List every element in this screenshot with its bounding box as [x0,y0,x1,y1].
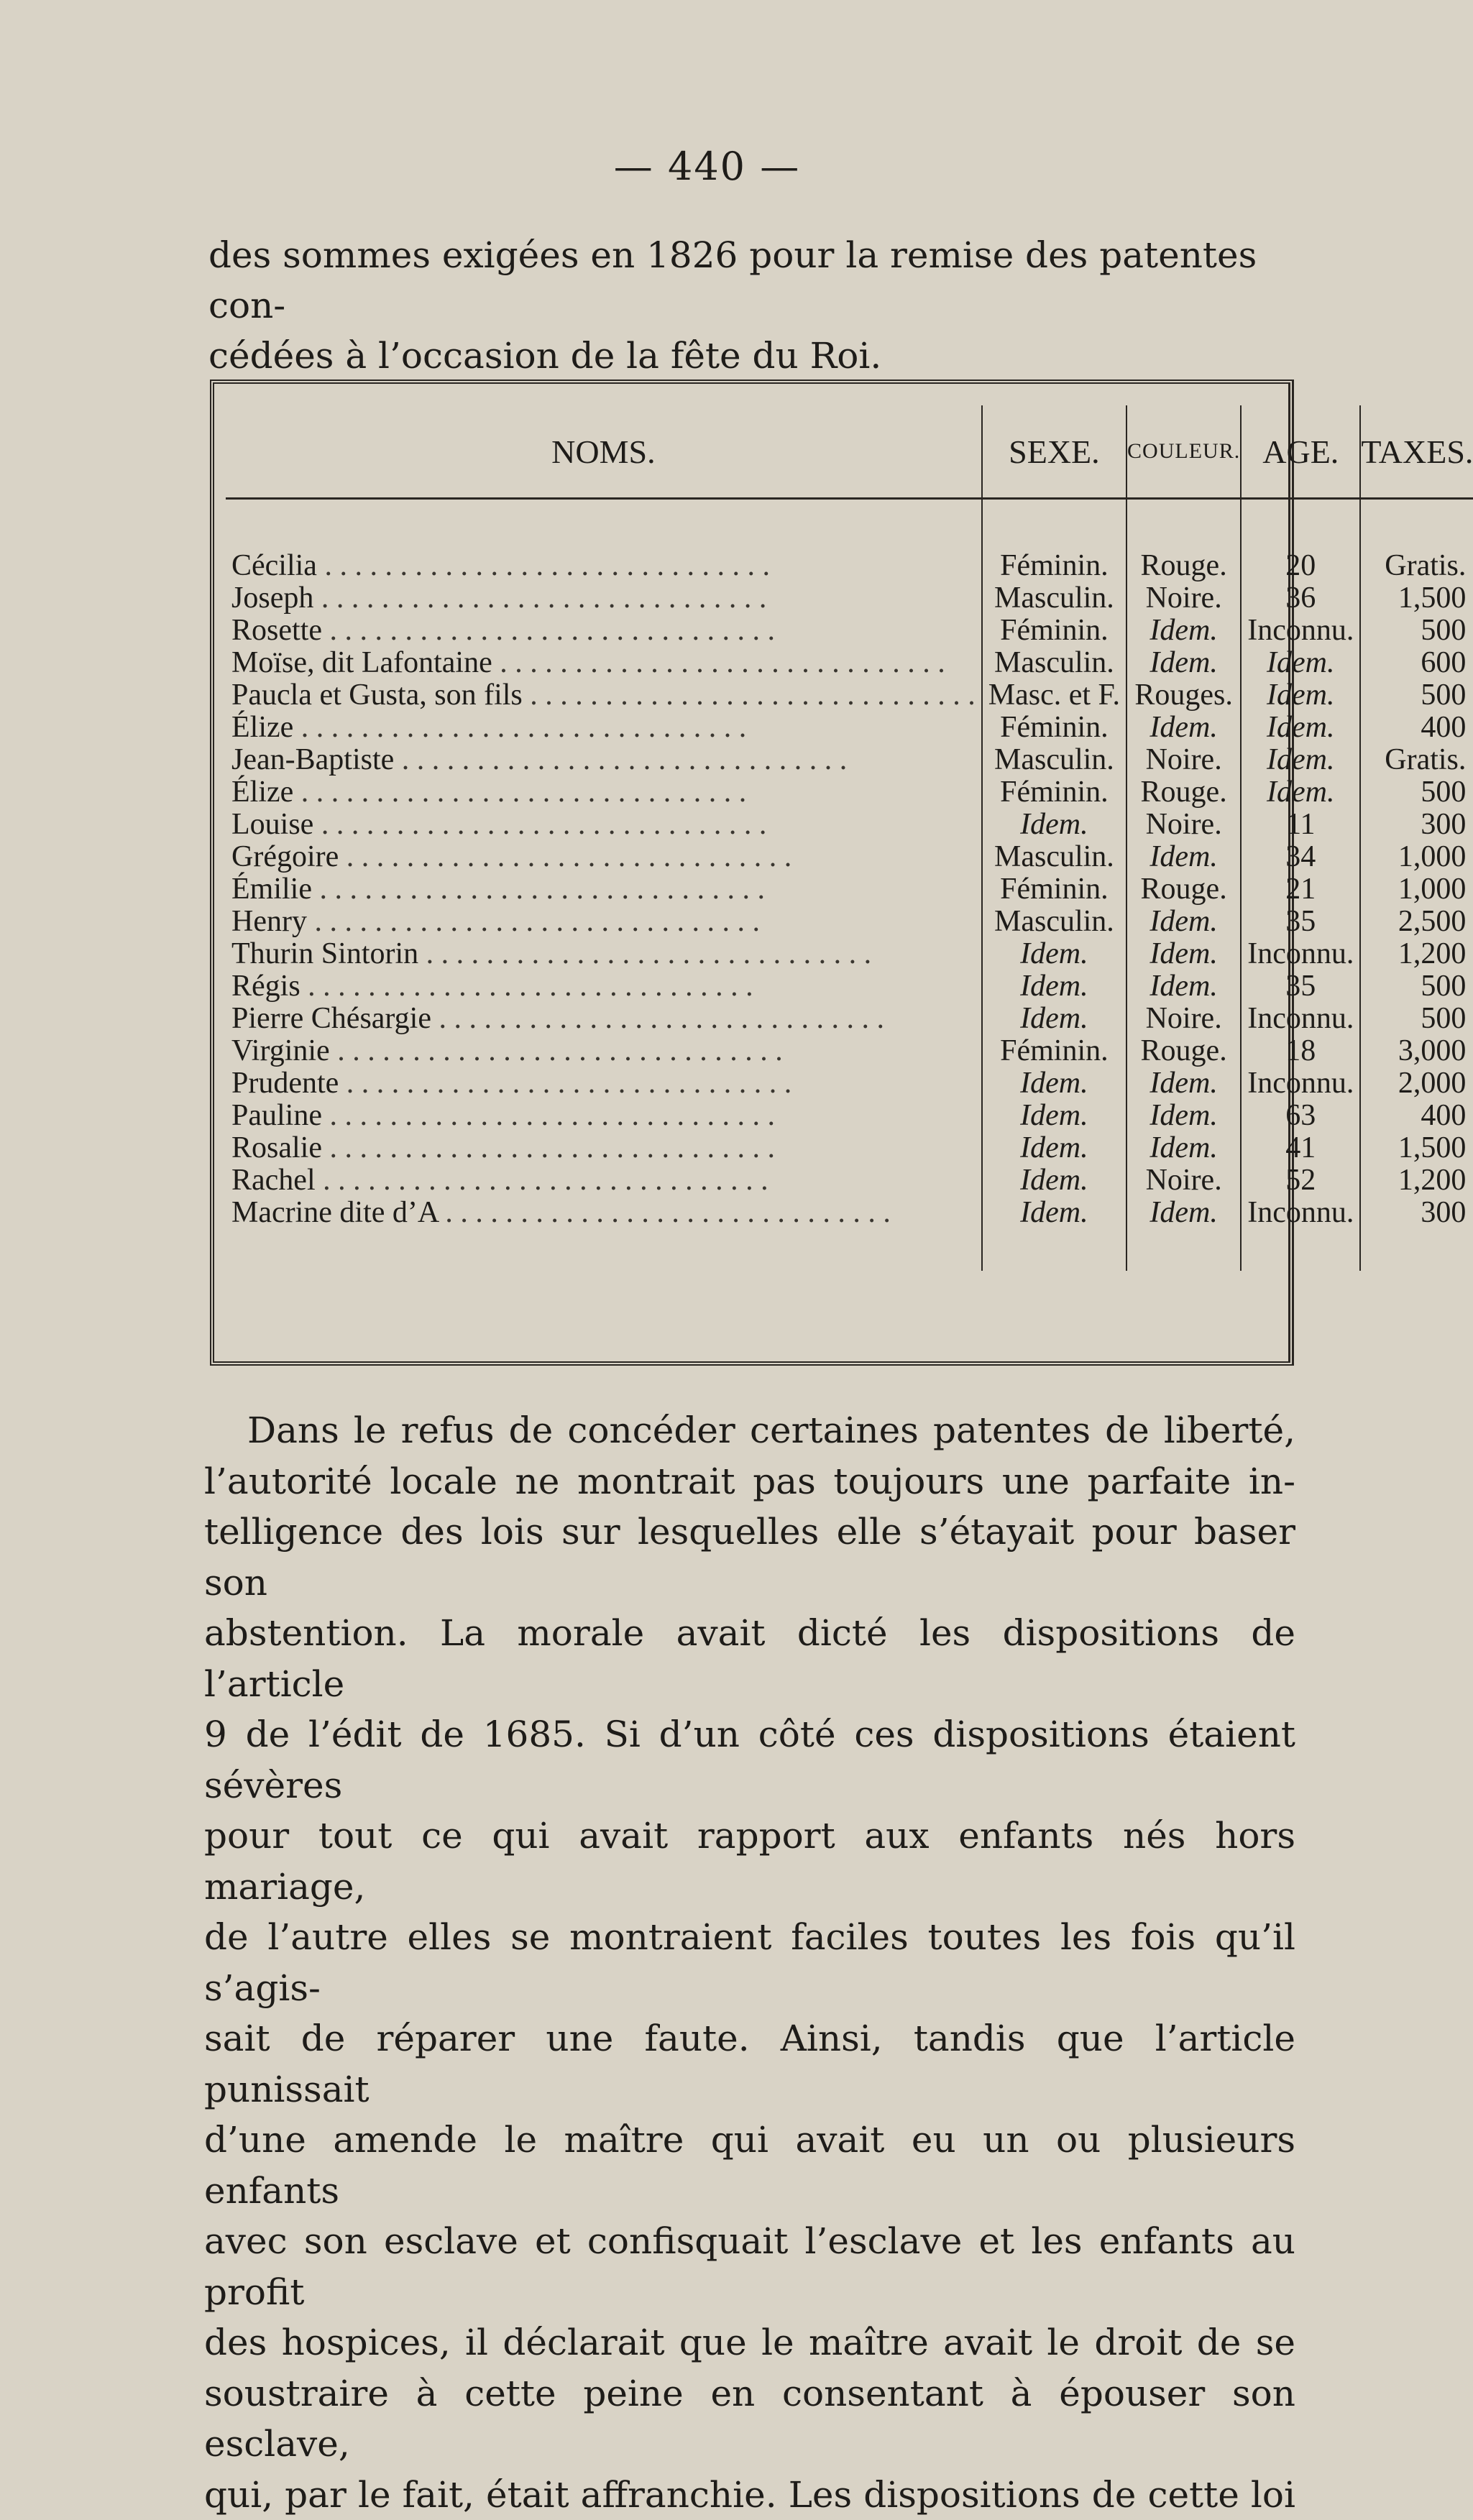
page-number: — 440 — [0,144,1414,189]
row-sex: Féminin. [982,712,1126,744]
leader-dots: . . . . . . . . . . . . . . . . . . . . . . . . . . . . . . [293,776,746,809]
body-line: abstention. La morale avait dicté les dispositions de l’article [204,1608,1295,1709]
row-sex: Masculin. [982,582,1126,615]
row-name [226,841,982,873]
row-age: 36 [1241,582,1360,615]
leader-dots: . . . . . . . . . . . . . . . . . . . . . . . . . . . . . . [293,711,746,744]
leader-dots: . . . . . . . . . . . . . . . . . . . . . . . . . . . . . . [307,905,760,938]
table-body [226,499,1473,1272]
header-names: NOMS. [226,405,982,499]
row-color: Idem. [1126,841,1241,873]
row-age: 21 [1241,873,1360,906]
row-color: Noire. [1126,744,1241,776]
row-sex: Masculin. [982,647,1126,679]
row-name [226,1035,982,1067]
body-paragraph [204,1405,1295,2520]
row-name-text: Rosette [231,614,322,647]
leader-dots: . . . . . . . . . . . . . . . . . . . . . . . . . . . . . . [312,873,765,906]
row-age: 63 [1241,1100,1360,1132]
patent-fees-table-frame [210,380,1294,1366]
row-name [226,647,982,679]
table-row [226,1100,1473,1132]
row-tax: 1,500 [1360,1132,1473,1164]
row-color: Rouges. [1126,679,1241,712]
row-name-text: Moïse, dit Lafontaine [231,646,492,679]
row-age: 20 [1241,499,1360,583]
row-tax: 3,000 [1360,1035,1473,1067]
body-line: qui, par le fait, était affranchie. Les dispositions de cette loi [204,2470,1295,2520]
row-name [226,1067,982,1100]
row-tax: 300 [1360,809,1473,841]
leader-dots: . . . . . . . . . . . . . . . . . . . . . . . . . . . . . . [322,614,775,647]
row-color: Idem. [1126,938,1241,970]
row-age: Idem. [1241,744,1360,776]
row-sex: Masculin. [982,841,1126,873]
row-age: Inconnu. [1241,1067,1360,1100]
row-name [226,679,982,712]
row-tax: 1,500 [1360,582,1473,615]
table-row [226,1164,1473,1197]
row-sex: Idem. [982,809,1126,841]
leader-dots: . . . . . . . . . . . . . . . . . . . . . . . . . . . . . . [322,1131,775,1164]
row-tax: 400 [1360,1100,1473,1132]
row-tax: 500 [1360,970,1473,1003]
row-name-text: Henry [231,905,307,938]
row-sex: Féminin. [982,499,1126,583]
row-tax: 1,200 [1360,1164,1473,1197]
row-tax: 500 [1360,615,1473,647]
body-line: pour tout ce qui avait rapport aux enfants nés hors mariage, [204,1811,1295,1912]
row-color: Idem. [1126,1132,1241,1164]
row-age: Inconnu. [1241,938,1360,970]
row-sex: Idem. [982,938,1126,970]
leader-dots: . . . . . . . . . . . . . . . . . . . . . . . . . . . . . . [300,970,753,1003]
table-row [226,1197,1473,1271]
leader-dots: . . . . . . . . . . . . . . . . . . . . . . . . . . . . . . [317,549,770,582]
row-sex: Idem. [982,1164,1126,1197]
row-color: Idem. [1126,1100,1241,1132]
table-row [226,712,1473,744]
row-color: Noire. [1126,1164,1241,1197]
table-row [226,647,1473,679]
row-tax: 500 [1360,1003,1473,1035]
row-name [226,1100,982,1132]
row-tax: 500 [1360,776,1473,809]
row-color: Noire. [1126,582,1241,615]
row-sex: Féminin. [982,1035,1126,1067]
row-name-text: Régis [231,970,300,1003]
row-tax: 1,200 [1360,938,1473,970]
row-color: Rouge. [1126,776,1241,809]
leader-dots: . . . . . . . . . . . . . . . . . . . . . . . . . . . . . . [313,808,766,841]
row-color: Idem. [1126,970,1241,1003]
table-row [226,938,1473,970]
row-sex: Idem. [982,1067,1126,1100]
table-row [226,744,1473,776]
row-age: 35 [1241,970,1360,1003]
body-line: d’une amende le maître qui avait eu un ou plusieurs enfants [204,2115,1295,2216]
row-age: Inconnu. [1241,1003,1360,1035]
row-color: Idem. [1126,712,1241,744]
body-line: soustraire à cette peine en consentant à épouser son esclave, [204,2368,1295,2470]
row-color: Rouge. [1126,499,1241,583]
row-tax: 2,000 [1360,1067,1473,1100]
table-row [226,1003,1473,1035]
row-name [226,1132,982,1164]
row-color: Noire. [1126,809,1241,841]
row-color: Noire. [1126,1003,1241,1035]
row-sex: Féminin. [982,873,1126,906]
body-line: telligence des lois sur lesquelles elle s’étayait pour baser son [204,1507,1295,1608]
table-row [226,873,1473,906]
row-name [226,712,982,744]
leader-dots: . . . . . . . . . . . . . . . . . . . . . . . . . . . . . . [316,1164,768,1197]
body-line: des hospices, il déclarait que le maître avait le droit de se [204,2317,1295,2368]
table-row [226,1035,1473,1067]
row-name-text: Thurin Sintorin [231,937,418,970]
row-tax: 300 [1360,1197,1473,1271]
leader-dots: . . . . . . . . . . . . . . . . . . . . . . . . . . . . . . [492,646,945,679]
table-row [226,615,1473,647]
row-name-text: Pauline [231,1099,322,1132]
row-sex: Masculin. [982,906,1126,938]
table-row [226,499,1473,583]
row-age: 18 [1241,1035,1360,1067]
row-age: Idem. [1241,776,1360,809]
row-name [226,776,982,809]
intro-line: cédées à l’occasion de la fête du Roi. [208,331,1301,381]
row-name [226,615,982,647]
table-row [226,970,1473,1003]
row-age: 34 [1241,841,1360,873]
body-line: Dans le refus de concéder certaines patentes de liberté, [204,1405,1295,1456]
row-name [226,809,982,841]
header-color: COULEUR. [1126,405,1241,499]
row-age: Inconnu. [1241,615,1360,647]
row-name [226,906,982,938]
table-row [226,809,1473,841]
row-name-text: Virginie [231,1034,330,1067]
row-tax: 1,000 [1360,873,1473,906]
leader-dots: . . . . . . . . . . . . . . . . . . . . . . . . . . . . . . [313,581,766,615]
leader-dots: . . . . . . . . . . . . . . . . . . . . . . . . . . . . . . [394,743,847,776]
header-taxes: TAXES. [1360,405,1473,499]
row-name-text: Grégoire [231,840,339,873]
row-name-text: Joseph [231,581,313,615]
patent-fees-table [226,405,1473,1271]
row-name-text: Cécilia [231,549,317,582]
row-name [226,970,982,1003]
row-color: Idem. [1126,647,1241,679]
row-name-text: Rosalie [231,1131,322,1164]
row-color: Idem. [1126,1197,1241,1271]
row-name-text: Jean-Baptiste [231,743,394,776]
header-sex: SEXE. [982,405,1126,499]
table-row [226,679,1473,712]
row-name-text: Macrine dite d’A [231,1196,438,1229]
table-row [226,1067,1473,1100]
leader-dots: . . . . . . . . . . . . . . . . . . . . . . . . . . . . . . [438,1196,891,1229]
row-name [226,1197,982,1271]
row-sex: Idem. [982,1132,1126,1164]
body-line: de l’autre elles se montraient faciles toutes les fois qu’il s’agis- [204,1912,1295,2013]
row-sex: Masculin. [982,744,1126,776]
leader-dots: . . . . . . . . . . . . . . . . . . . . . . . . . . . . . . [431,1002,884,1035]
row-age: Idem. [1241,679,1360,712]
body-line: l’autorité locale ne montrait pas toujours une parfaite in- [204,1456,1295,1507]
body-line: 9 de l’édit de 1685. Si d’un côté ces dispositions étaient sévères [204,1709,1295,1811]
row-name-text: Élize [231,776,293,809]
table-row [226,906,1473,938]
row-sex: Idem. [982,1003,1126,1035]
row-tax: 1,000 [1360,841,1473,873]
body-line: avec son esclave et confisquait l’esclave et les enfants au profit [204,2216,1295,2317]
row-tax: Gratis. [1360,744,1473,776]
leader-dots: . . . . . . . . . . . . . . . . . . . . . . . . . . . . . . [418,937,871,970]
row-name-text: Rachel [231,1164,316,1197]
row-age: 11 [1241,809,1360,841]
body-line: sait de réparer une faute. Ainsi, tandis que l’article punissait [204,2013,1295,2115]
row-color: Idem. [1126,906,1241,938]
row-tax: 500 [1360,679,1473,712]
header-age: AGE. [1241,405,1360,499]
row-sex: Idem. [982,970,1126,1003]
row-name-text: Louise [231,808,313,841]
row-name [226,938,982,970]
row-color: Rouge. [1126,1035,1241,1067]
row-sex: Idem. [982,1100,1126,1132]
row-sex: Féminin. [982,776,1126,809]
row-tax: Gratis. [1360,499,1473,583]
row-name-text: Émilie [231,873,312,906]
table-header-row [226,405,1473,499]
table-row [226,776,1473,809]
table-row [226,841,1473,873]
row-age: 52 [1241,1164,1360,1197]
row-color: Idem. [1126,615,1241,647]
row-age: Inconnu. [1241,1197,1360,1271]
leader-dots: . . . . . . . . . . . . . . . . . . . . . . . . . . . . . . [339,840,791,873]
leader-dots: . . . . . . . . . . . . . . . . . . . . . . . . . . . . . . [322,1099,775,1132]
row-tax: 2,500 [1360,906,1473,938]
row-tax: 400 [1360,712,1473,744]
row-sex: Masc. et F. [982,679,1126,712]
row-name [226,1003,982,1035]
row-color: Rouge. [1126,873,1241,906]
row-name-text: Prudente [231,1067,339,1100]
row-age: 35 [1241,906,1360,938]
row-age: 41 [1241,1132,1360,1164]
row-sex: Féminin. [982,615,1126,647]
row-name-text: Paucla et Gusta, son fils [231,679,523,712]
row-age: Idem. [1241,647,1360,679]
row-name [226,1164,982,1197]
row-name [226,499,982,583]
leader-dots: . . . . . . . . . . . . . . . . . . . . . . . . . . . . . . [523,679,976,712]
table-row [226,582,1473,615]
row-name-text: Pierre Chésargie [231,1002,431,1035]
row-name-text: Élize [231,711,293,744]
row-sex: Idem. [982,1197,1126,1271]
intro-paragraph [208,230,1301,381]
row-tax: 600 [1360,647,1473,679]
row-color: Idem. [1126,1067,1241,1100]
leader-dots: . . . . . . . . . . . . . . . . . . . . . . . . . . . . . . [330,1034,783,1067]
intro-line: des sommes exigées en 1826 pour la remise des patentes con- [208,230,1301,331]
table-row [226,1132,1473,1164]
row-age: Idem. [1241,712,1360,744]
row-name [226,744,982,776]
row-name [226,873,982,906]
leader-dots: . . . . . . . . . . . . . . . . . . . . . . . . . . . . . . [339,1067,791,1100]
row-name [226,582,982,615]
